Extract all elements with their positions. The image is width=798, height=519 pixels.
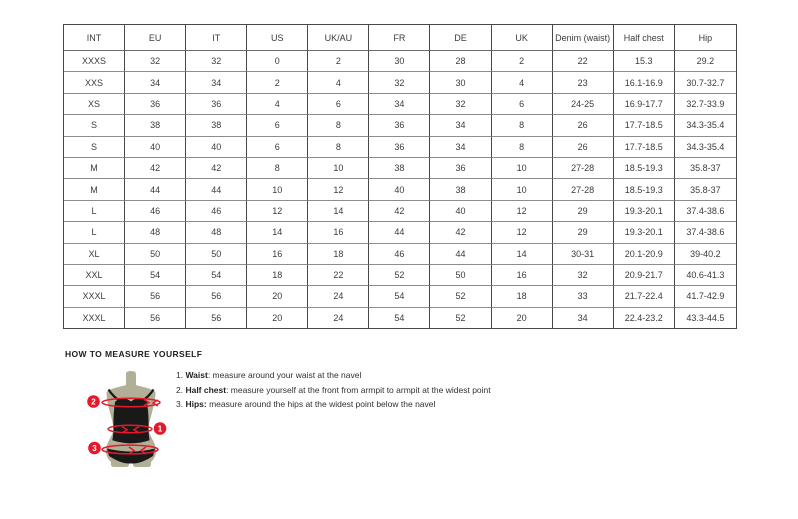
size-chart-body <box>64 51 736 328</box>
table-cell: 16 <box>247 244 308 265</box>
table-cell: 37.4-38.6 <box>675 201 736 222</box>
table-cell: 36 <box>125 94 186 115</box>
table-cell: 43.3-44.5 <box>686 312 725 323</box>
table-cell: 54 <box>369 286 430 307</box>
measure-item: 3. Hips: measure around the hips at the widest point below the navel <box>176 399 436 409</box>
column-header-eu: EU <box>125 25 186 51</box>
table-cell: 17.7-18.5 <box>614 115 675 136</box>
table-cell: 6 <box>492 94 553 115</box>
marker-3-badge <box>88 442 101 455</box>
table-cell: 42 <box>125 158 186 179</box>
table-cell: 34 <box>430 115 491 136</box>
table-row <box>64 158 736 179</box>
table-cell: 54 <box>125 265 186 286</box>
table-cell: 30 <box>369 51 430 72</box>
table-cell: 20.1-20.9 <box>614 244 675 265</box>
table-cell: M <box>64 179 125 200</box>
table-cell: 24 <box>308 308 369 328</box>
table-cell: 18 <box>247 265 308 286</box>
table-cell: 29 <box>553 222 614 243</box>
table-cell: 27-28 <box>553 179 614 200</box>
table-cell: 8 <box>308 115 369 136</box>
column-header-denim-waist-: Denim (waist) <box>553 25 614 51</box>
table-cell: 46 <box>186 201 247 222</box>
table-cell: 4 <box>247 94 308 115</box>
table-cell: 16 <box>492 265 553 286</box>
mannequin-illustration <box>84 369 184 475</box>
table-cell: 46 <box>369 244 430 265</box>
table-cell: 6 <box>247 137 308 158</box>
measure-item: 1. Waist: measure around your waist at the navel <box>176 370 362 380</box>
table-cell: 19.3-20.1 <box>614 222 675 243</box>
table-cell: 54 <box>369 308 430 328</box>
table-cell: 29 <box>553 201 614 222</box>
table-cell: S <box>64 137 125 158</box>
table-cell: 10 <box>492 179 553 200</box>
table-cell: 38 <box>369 158 430 179</box>
table-cell: 18.5-19.3 <box>614 179 675 200</box>
table-cell: 32 <box>186 51 247 72</box>
table-row <box>64 308 736 328</box>
column-header-fr: FR <box>369 25 430 51</box>
table-row <box>64 94 736 115</box>
table-cell: 48 <box>186 222 247 243</box>
table-cell: 40 <box>369 179 430 200</box>
table-cell: 30-31 <box>553 244 614 265</box>
table-cell: 30.7-32.7 <box>675 72 736 93</box>
table-cell: 46 <box>125 201 186 222</box>
table-cell: 36 <box>186 94 247 115</box>
marker-2-number: 2 <box>91 397 96 407</box>
table-cell: 27-28 <box>553 158 614 179</box>
table-cell: 2 <box>247 72 308 93</box>
table-cell: 40 <box>125 137 186 158</box>
table-cell: 12 <box>492 201 553 222</box>
column-header-uk-au: UK/AU <box>308 25 369 51</box>
table-cell: 41.7-42.9 <box>675 286 736 307</box>
table-row <box>64 265 736 286</box>
table-cell: 2 <box>492 51 553 72</box>
table-row <box>64 115 736 136</box>
table-cell: 12 <box>308 179 369 200</box>
table-row <box>64 286 736 307</box>
table-cell: 52 <box>369 265 430 286</box>
table-cell: 40.6-41.3 <box>675 265 736 286</box>
table-cell: 21.7-22.4 <box>614 286 675 307</box>
header-row <box>64 25 736 51</box>
table-cell: 40 <box>186 137 247 158</box>
column-header-us: US <box>247 25 308 51</box>
table-cell: L <box>64 222 125 243</box>
table-cell: 39-40.2 <box>675 244 736 265</box>
table-cell: M <box>64 158 125 179</box>
table-cell: 20 <box>247 286 308 307</box>
table-cell: 38 <box>430 179 491 200</box>
column-header-half-chest: Half chest <box>614 25 675 51</box>
table-cell: 36 <box>430 158 491 179</box>
table-cell: 44 <box>125 179 186 200</box>
table-cell: 19.3-20.1 <box>614 201 675 222</box>
table-cell: 32 <box>553 265 614 286</box>
marker-3-number: 3 <box>92 444 97 453</box>
table-cell: XXXL <box>64 308 125 328</box>
table-row <box>64 72 736 93</box>
table-cell: 33 <box>553 286 614 307</box>
table-cell: 14 <box>308 201 369 222</box>
table-row <box>64 137 736 158</box>
table-row <box>64 179 736 200</box>
table-cell: 18.5-19.3 <box>614 158 675 179</box>
table-cell: 15.3 <box>614 51 675 72</box>
column-header-uk: UK <box>492 25 553 51</box>
table-cell: L <box>64 201 125 222</box>
table-cell: 40 <box>430 201 491 222</box>
table-cell: 30 <box>430 72 491 93</box>
marker-1-number: 1 <box>157 424 163 434</box>
table-cell: S <box>64 115 125 136</box>
table-cell: 38 <box>125 115 186 136</box>
table-cell: 48 <box>125 222 186 243</box>
table-cell: 4 <box>492 72 553 93</box>
table-cell: 6 <box>247 115 308 136</box>
table-cell: 34 <box>369 94 430 115</box>
table-cell: 22 <box>553 51 614 72</box>
table-cell: 36 <box>369 115 430 136</box>
measure-item: 2. Half chest: measure yourself at the front from armpit to armpit at the widest point <box>176 384 491 395</box>
table-cell: 8 <box>492 137 553 158</box>
table-cell: 52 <box>430 308 491 328</box>
column-header-it: IT <box>186 25 247 51</box>
table-cell: 12 <box>492 222 553 243</box>
table-cell: 18 <box>492 286 553 307</box>
table-cell: 34 <box>553 308 614 328</box>
table-cell: 24-25 <box>553 94 614 115</box>
table-cell: 20 <box>492 308 553 328</box>
table-cell: 54 <box>186 265 247 286</box>
table-cell: 56 <box>186 286 247 307</box>
table-cell: 28 <box>430 51 491 72</box>
table-cell: 14 <box>247 222 308 243</box>
table-cell: 42 <box>369 201 430 222</box>
table-cell: XXS <box>64 72 125 93</box>
table-cell: 56 <box>186 308 247 328</box>
table-cell: 34 <box>125 72 186 93</box>
measure-instructions <box>176 368 491 412</box>
table-cell: 50 <box>430 265 491 286</box>
table-cell: 8 <box>308 137 369 158</box>
table-cell: XXXS <box>64 51 125 72</box>
table-cell: 18 <box>308 244 369 265</box>
table-cell: 26 <box>553 137 614 158</box>
measurement-figure <box>84 369 184 475</box>
table-cell: 44 <box>430 244 491 265</box>
table-cell: 26 <box>553 115 614 136</box>
table-cell: 0 <box>247 51 308 72</box>
table-cell: 16 <box>308 222 369 243</box>
table-cell: 32.7-33.9 <box>675 94 736 115</box>
size-chart-header <box>64 25 736 51</box>
how-to-measure-title: HOW TO MEASURE YOURSELF <box>65 349 203 359</box>
table-row <box>64 51 736 72</box>
table-cell: 10 <box>492 158 553 179</box>
marker-1-badge <box>154 422 167 435</box>
table-cell: 44 <box>186 179 247 200</box>
column-header-hip: Hip <box>675 25 736 51</box>
table-cell: 36 <box>369 137 430 158</box>
table-cell: 35.8-37 <box>675 158 736 179</box>
column-header-de: DE <box>430 25 491 51</box>
table-cell: XL <box>64 244 125 265</box>
table-cell: 8 <box>492 115 553 136</box>
table-cell: 37.4-38.6 <box>675 222 736 243</box>
table-cell: 56 <box>125 308 186 328</box>
table-cell: 44 <box>369 222 430 243</box>
table-cell: 50 <box>186 244 247 265</box>
table-cell: 22.4-23.2 <box>614 308 675 328</box>
table-cell: 42 <box>430 222 491 243</box>
table-cell: 34.3-35.4 <box>675 137 736 158</box>
table-cell: 34 <box>430 137 491 158</box>
table-cell: 10 <box>247 179 308 200</box>
table-cell: 29.2 <box>675 51 736 72</box>
table-row <box>64 222 736 243</box>
table-cell: 32 <box>125 51 186 72</box>
table-cell: XXXL <box>64 286 125 307</box>
table-row <box>64 201 736 222</box>
column-header-int: INT <box>64 25 125 51</box>
table-cell: 34 <box>186 72 247 93</box>
table-cell: 42 <box>186 158 247 179</box>
table-cell: 32 <box>369 72 430 93</box>
table-cell: 14 <box>492 244 553 265</box>
table-cell: 20.9-21.7 <box>614 265 675 286</box>
table-cell: 32 <box>430 94 491 115</box>
table-cell: 17.7-18.5 <box>614 137 675 158</box>
table-cell: 22 <box>308 265 369 286</box>
table-cell: 50 <box>125 244 186 265</box>
table-cell: 4 <box>308 72 369 93</box>
table-cell: XXL <box>64 265 125 286</box>
table-cell: 34.3-35.4 <box>675 115 736 136</box>
table-cell: 56 <box>125 286 186 307</box>
table-cell: 10 <box>308 158 369 179</box>
size-chart-table <box>63 24 737 329</box>
table-cell: 23 <box>553 72 614 93</box>
table-row <box>64 244 736 265</box>
table-cell: 12 <box>247 201 308 222</box>
table-cell: 20 <box>247 308 308 328</box>
table-cell: 38 <box>186 115 247 136</box>
table-cell: 52 <box>430 286 491 307</box>
table-cell: 2 <box>308 51 369 72</box>
marker-2-badge <box>87 395 100 408</box>
table-cell: 24 <box>308 286 369 307</box>
table-cell: XS <box>64 94 125 115</box>
table-cell: 16.9-17.7 <box>614 94 675 115</box>
table-cell: 8 <box>247 158 308 179</box>
table-cell: 35.8-37 <box>675 179 736 200</box>
table-cell: 16.1-16.9 <box>614 72 675 93</box>
table-cell: 6 <box>308 94 369 115</box>
